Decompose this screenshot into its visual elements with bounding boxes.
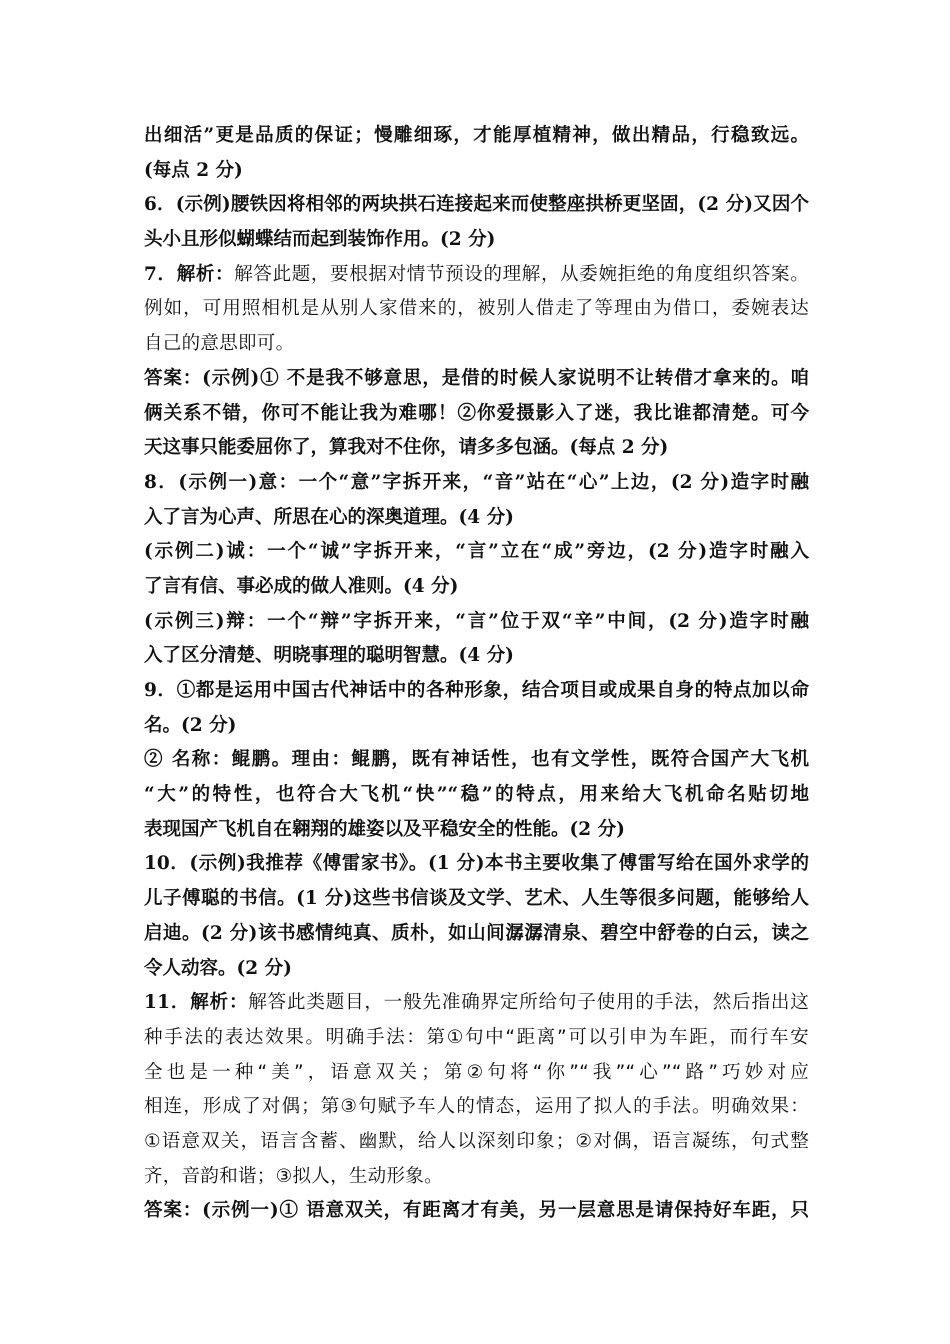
text-line [144,917,809,952]
line-text: 9．①都是运用中国古代神话中的各种形象，结合项目或成果自身的特点加以命 [144,680,809,701]
text-line [144,639,809,674]
line-text: (每点 2 分) [144,159,243,181]
line-text: 俩关系不错，你可不能让我为难哪！②你爱摄影入了迷，我比谁都清楚。可今 [144,402,809,424]
line-text: 名。(2 分) [144,714,237,736]
line-text: 解答此题，要根据对情节预设的理解，从委婉拒绝的角度组织答案。 [234,263,809,285]
text-line [144,986,809,1021]
text-line [144,501,809,536]
text-line [144,570,809,605]
line-text: 出细活”更是品质的保证；慢雕细琢，才能厚植精神，做出精品，行稳致远。 [144,125,809,146]
text-line [144,882,809,917]
line-text: 入了言为心声、所思在心的深奥道理。(4 分) [144,506,514,528]
text-line [144,1160,809,1195]
text-line [144,813,809,848]
line-text: ② 名称：鲲鹏。理由：鲲鹏，既有神话性，也有文学性，既符合国产大飞机 [144,749,809,771]
line-text: 天这事只能委屈你了，算我对不住你，请多多包涵。(每点 2 分) [144,437,669,459]
line-text: 入了区分清楚、明晓事理的聪明智慧。(4 分) [144,645,514,667]
line-text: 全也是一种“美”，语意双关；第②句将“你”“我”“心”“路”巧妙对应 [144,1061,809,1083]
line-text: ①语意双关，语言含蓄、幽默，给人以深刻印象；②对偶，语言凝练，句式整 [144,1130,809,1152]
text-line [144,154,809,189]
line-text: 自己的意思即可。 [144,333,295,355]
answer-text-block [144,119,809,1229]
line-text: 相连，形成了对偶；第③句赋予车人的情态，运用了拟人的手法。明确效果： [144,1096,809,1118]
text-line [144,466,809,501]
text-line [144,952,809,987]
text-line [144,362,809,397]
line-text: 答案：(示例)① 不是我不够意思，是借的时候人家说明不让转借才拿来的。咱 [144,367,809,389]
text-line [144,292,809,327]
text-line [144,223,809,258]
line-text: 解答此类题目，一般先准确界定所给句子使用的手法，然后指出这 [248,992,809,1014]
text-line [144,674,809,709]
text-line [144,1090,809,1125]
text-line [144,1021,809,1056]
line-text: 种手法的表达效果。明确手法：第①句中“距离”可以引申为车距，而行车安 [144,1026,809,1048]
text-line [144,778,809,813]
text-line [144,188,809,223]
text-line [144,743,809,778]
line-text: 例如，可用照相机是从别人家借来的，被别人借走了等理由为借口，委婉表达 [144,298,809,320]
text-line [144,1125,809,1160]
text-line [144,605,809,640]
text-line [144,1056,809,1091]
line-text: (示例三)辩：一个“辩”字拆开来，“言”位于双“辛”中间，(2 分)造字时融 [144,610,809,632]
text-line [144,258,809,293]
line-text: 头小且形似蝴蝶结而起到装饰作用。(2 分) [144,229,496,251]
line-text: 6．(示例)腰铁因将相邻的两块拱石连接起来而使整座拱桥更坚固，(2 分)又因个 [144,194,809,216]
line-text: 了言有信、事必成的做人准则。(4 分) [144,575,459,597]
line-text: “大”的特性，也符合大飞机“快”“稳”的特点，用来给大飞机命名贴切地 [144,784,809,806]
line-text: 齐，音韵和谐；③拟人，生动形象。 [144,1165,443,1187]
question-number-label: 7．解析： [144,263,235,285]
line-text: (示例二)诚：一个“诚”字拆开来，“言”立在“成”旁边，(2 分)造字时融入 [144,541,809,563]
text-line [144,327,809,362]
line-text: 令人动容。(2 分) [144,957,292,979]
line-text: 8．(示例一)意：一个“意”字拆开来，“音”站在“心”上边，(2 分)造字时融 [144,471,809,493]
line-text: 答案：(示例一)① 语意双关，有距离才有美，另一层意思是请保持好车距，只 [144,1200,809,1222]
text-line [144,535,809,570]
text-line [144,1194,809,1229]
line-text: 儿子傅聪的书信。(1 分)这些书信谈及文学、艺术、人生等很多问题，能够给人 [144,888,809,910]
text-line [144,119,809,154]
text-line [144,847,809,882]
line-text: 表现国产飞机自在翱翔的雄姿以及平稳安全的性能。(2 分) [144,818,625,840]
text-line [144,709,809,744]
text-line [144,397,809,432]
text-line [144,431,809,466]
line-text: 10．(示例)我推荐《傅雷家书》。(1 分)本书主要收集了傅雷写给在国外求学的 [144,853,809,875]
line-text: 启迪。(2 分)该书感情纯真、质朴，如山间潺潺清泉、碧空中舒卷的白云，读之 [144,922,809,944]
question-number-label: 11．解析： [144,992,249,1014]
